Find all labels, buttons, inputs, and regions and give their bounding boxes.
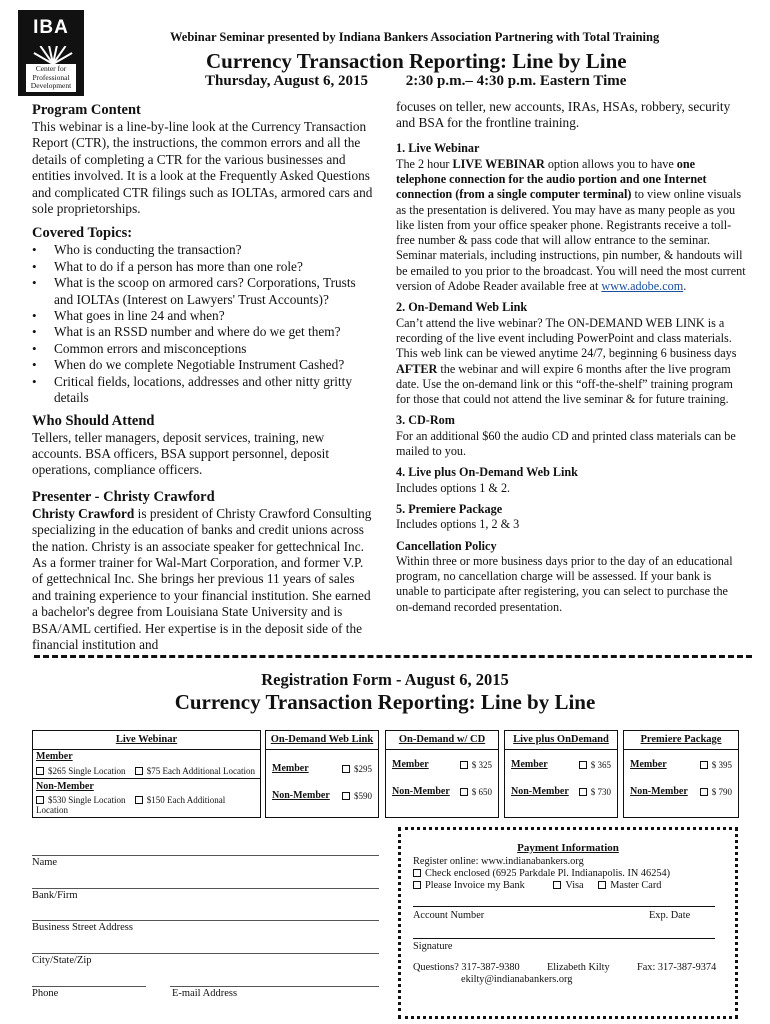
list-item: • When do we complete Negotiable Instrument Cashed?: [32, 357, 377, 373]
registration-title: Currency Transaction Reporting: Line by Line: [174, 690, 596, 714]
street-label: Business Street Address: [32, 922, 133, 933]
adobe-link[interactable]: www.adobe.com: [601, 279, 684, 294]
ondemand-cd-box: On-Demand w/ CD Member $ 325 Non-Member $ 650: [385, 730, 499, 818]
contact-email[interactable]: ekilty@indianabankers.org: [461, 974, 573, 985]
exp-label: Exp. Date: [649, 910, 691, 921]
invoice-checkbox[interactable]: [413, 881, 421, 889]
cancellation-heading: Cancellation Policy: [396, 538, 497, 553]
check-enclosed-checkbox[interactable]: [413, 869, 421, 877]
presenter-name: Christy Crawford: [32, 505, 135, 521]
live-member-single-checkbox[interactable]: [36, 767, 44, 775]
premiere-nonmember-checkbox[interactable]: [700, 788, 708, 796]
payment-box: Payment Information Register online: www.indianabankers.org Check enclosed (6925 Parkdale Pl. Indianapolis. IN 46254) Please Invoice my Bank Visa Master Card Account Number Exp. Date Signature Questions? 317-387-9380 Elizabeth Kilty Fax: 317-387-9374 ekilty@indianabankers.org: [398, 827, 738, 1019]
cut-line-divider: [34, 655, 752, 658]
logo-text: IBA: [20, 12, 82, 46]
account-label: Account Number: [413, 910, 485, 921]
visa-checkbox[interactable]: [553, 881, 561, 889]
logo-rays: [20, 46, 82, 64]
cancellation-text: Within three or more business days prior to the day of an educational program, no cancellation charge will be assessed. If your bank is unable to participate after registering, you can select to purchase the on-demand recorded presentation.: [396, 553, 733, 614]
list-item: • What is the scoop on armored cars? Corporations, Trusts and IOLTAs (Interest on Lawyers' Trust Accounts)?: [32, 275, 377, 308]
option5-heading: 5. Premiere Package: [396, 501, 503, 516]
option1-text: The 2 hour LIVE WEBINAR option allows you to have one telephone connection for the audio portion and one Internet connection (from a single computer terminal) to view online visuals as the presentation is delivered. You may have as many people as you like listen from your office speaker phone. Registrants receive a toll-free number & pass code that will allow entrance to the seminar. Seminar materials, including instructions, pin number, & handouts will be emailed to you prior to the broadcast. You will need the most current version of Adobe Reader available free at www.adobe.com.: [396, 156, 746, 294]
logo-subtitle: Center for Professional Development: [26, 64, 76, 92]
date-time-line: [205, 73, 626, 90]
phone-line[interactable]: [32, 986, 146, 987]
premiere-package-box: Premiere Package Member $ 395 Non-Member $ 790: [623, 730, 739, 818]
option4-text: Includes options 1 & 2.: [396, 480, 511, 495]
list-item: • Common errors and misconceptions: [32, 341, 377, 357]
live-webinar-title: Live Webinar: [115, 734, 178, 745]
register-online: Register online: www.indianabankers.org: [413, 856, 584, 867]
option2-heading: 2. On-Demand Web Link: [396, 300, 528, 315]
list-item: • What goes in line 24 and when?: [32, 308, 377, 324]
attend-text: Tellers, teller managers, deposit services, training, new accounts. BSA officers, BSA support personnel, deposit operations, compliance officers.: [32, 429, 330, 478]
plus-nonmember-checkbox[interactable]: [579, 788, 587, 796]
name-line[interactable]: [32, 855, 379, 856]
city-line[interactable]: [32, 953, 379, 954]
signature-line[interactable]: [413, 938, 715, 939]
fax-number: Fax: 317-387-9374: [637, 962, 717, 973]
option1-heading: 1. Live Webinar: [396, 141, 480, 156]
right-column: [396, 99, 746, 615]
program-text: This webinar is a line-by-line look at the Currency Transaction Report (CTR), the instructions, the common errors and all the details of completing a CTR for the various businesses and entities involved. It is a look at the Frequently Asked Questions and complicated CTR filings such as IOLTAs, armored cars and sole proprietorships.: [32, 119, 373, 217]
email-label: E-mail Address: [172, 988, 238, 999]
name-label: Name: [32, 857, 58, 868]
ondemand-box: On-Demand Web Link Member $295 Non-Member $590: [265, 730, 379, 818]
option2-text: Can’t attend the live webinar? The ON-DEMAND WEB LINK is a recording of the live event including PowerPoint and class materials. This web link can be viewed anytime 24/7, beginning 6 business days AFTER the webinar and will expire 6 months after the live program date. Use the on-demand link or this “off-the-shelf” training program for those that could not attend the live seminar & for future training.: [396, 315, 737, 407]
registration-heading: Registration Form - August 6, 2015: [261, 670, 509, 689]
iba-logo: [18, 10, 84, 96]
payment-title: Payment Information: [517, 842, 619, 854]
ondemand-nonmember-checkbox[interactable]: [342, 792, 350, 800]
plus-member-checkbox[interactable]: [579, 761, 587, 769]
presenter-bio: Christy Crawford is president of Christy Crawford Consulting specializing in the education of banks and credit unions across the nation. Christy is an associate speaker for gettechnical Inc. As a former trainer for Wal-Mart Corporation, and former V.P. of gettechnical Inc. She brings her previous 11 years of sales and training experience to your financial institution. She earned a bachelor's degree from Louisiana State University and is BSA/AML certified. Her expertise is in the deposit side of the financial institution and: [32, 505, 372, 652]
option5-text: Includes options 1, 2 & 3: [396, 517, 520, 532]
phone-label: Phone: [32, 988, 59, 999]
account-line[interactable]: [413, 906, 715, 907]
bank-label: Bank/Firm: [32, 890, 78, 901]
list-item: • What is an RSSD number and where do we get them?: [32, 324, 377, 340]
option3-heading: 3. CD-Rom: [396, 413, 455, 428]
email-line[interactable]: [170, 986, 379, 987]
page-title: Currency Transaction Reporting: Line by Line: [206, 49, 627, 73]
live-nonmember-single-checkbox[interactable]: [36, 796, 44, 804]
list-item: • Who is conducting the transaction?: [32, 242, 377, 258]
presenter-heading: Presenter - Christy Crawford: [32, 488, 215, 505]
city-label: City/State/Zip: [32, 955, 92, 966]
member-label: Member: [36, 751, 73, 762]
option3-text: For an additional $60 the audio CD and printed class materials can be mailed to you.: [396, 428, 736, 459]
cd-nonmember-checkbox[interactable]: [460, 788, 468, 796]
street-line[interactable]: [32, 920, 379, 921]
list-item: • What to do if a person has more than one role?: [32, 259, 377, 275]
contact-name: Elizabeth Kilty: [547, 962, 610, 973]
signature-label: Signature: [413, 941, 453, 952]
live-webinar-box: Live Webinar Member $265 Single Location $75 Each Additional Location Non-Member $530 Single Location $150 Each Additional Location: [32, 730, 261, 818]
list-item: • Critical fields, locations, addresses and other nitty gritty details: [32, 374, 377, 407]
program-heading: Program Content: [32, 102, 141, 118]
presenter-bio-continued: focuses on teller, new accounts, IRAs, HSAs, robbery, security and BSA for the frontline training.: [396, 99, 731, 131]
cd-member-checkbox[interactable]: [460, 761, 468, 769]
premiere-member-checkbox[interactable]: [700, 761, 708, 769]
nonmember-label: Non-Member: [36, 781, 94, 792]
topics-heading: Covered Topics:: [32, 225, 133, 242]
live-nonmember-additional-checkbox[interactable]: [135, 796, 143, 804]
header-presenter-line: Webinar Seminar presented by Indiana Bankers Association Partnering with Total Training: [170, 30, 660, 44]
questions-phone: Questions? 317-387-9380: [413, 962, 520, 973]
option4-heading: 4. Live plus On-Demand Web Link: [396, 465, 578, 480]
live-plus-ondemand-box: Live plus OnDemand Member $ 365 Non-Member $ 730: [504, 730, 618, 818]
mastercard-checkbox[interactable]: [598, 881, 606, 889]
topics-list: [32, 242, 377, 406]
live-member-additional-checkbox[interactable]: [135, 767, 143, 775]
event-date: Thursday, August 6, 2015: [205, 73, 368, 89]
ondemand-member-checkbox[interactable]: [342, 765, 350, 773]
attend-heading: Who Should Attend: [32, 412, 155, 429]
event-time: 2:30 p.m.– 4:30 p.m. Eastern Time: [405, 73, 627, 89]
left-column: [32, 100, 377, 653]
bank-line[interactable]: [32, 888, 379, 889]
